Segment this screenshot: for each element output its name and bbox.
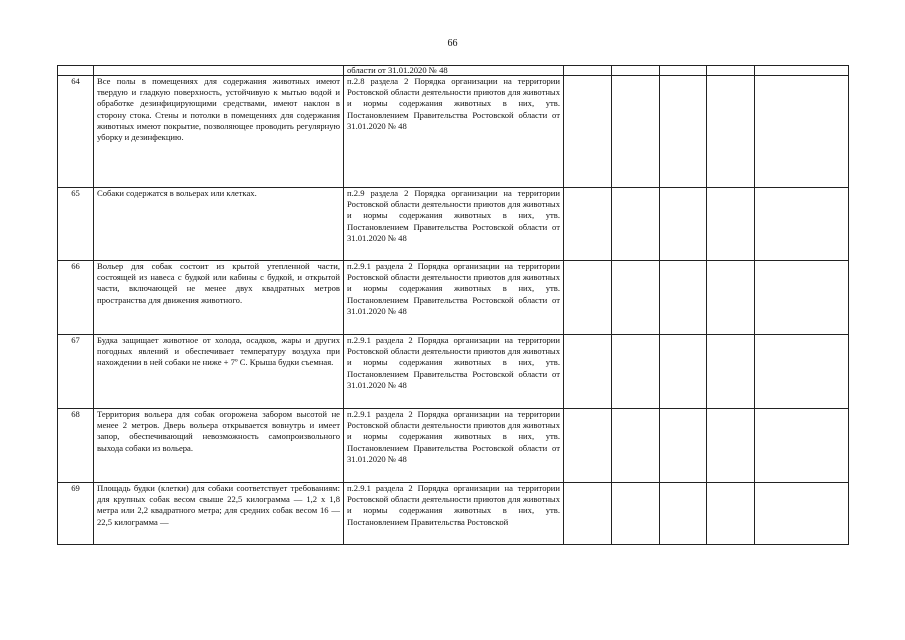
cell-note	[755, 76, 849, 188]
cell-requirement: Территория вольера для собак огорожена забором высотой не менее 2 метров. Дверь вольера открывается вовнутрь и имеет запор, обеспечивающий невозможность самопроизвольного выхода собаки из вольера.	[94, 409, 344, 483]
cell-answer-no	[612, 76, 660, 188]
cell-reference: п.2.9 раздела 2 Порядка организации на территории Ростовской области деятельности приютов для животных и нормы содержания животных в них, утв. Постановлением Правительства Ростовской области от 31.01.2020 № 48	[344, 188, 564, 261]
cell-note	[755, 335, 849, 409]
checklist-table	[57, 65, 849, 545]
cell-requirement: Вольер для собак состоит из крытой утепленной части, состоящей из навеса с будкой или кабины с будкой, и открытой части, включающей не менее двух квадратных метров пространства для движения животного.	[94, 261, 344, 335]
cell-note	[755, 188, 849, 261]
cell-num: 67	[58, 335, 94, 409]
cell-num: 69	[58, 483, 94, 545]
cell-num: 66	[58, 261, 94, 335]
cell-answer-yes	[564, 66, 612, 76]
cell-reference: области от 31.01.2020 № 48	[344, 66, 564, 76]
cell-answer-no	[612, 335, 660, 409]
table-row	[58, 76, 849, 188]
cell-answer-other	[707, 483, 755, 545]
cell-answer-other	[707, 335, 755, 409]
table-row	[58, 409, 849, 483]
cell-answer-no	[612, 66, 660, 76]
cell-note	[755, 261, 849, 335]
cell-num: 68	[58, 409, 94, 483]
cell-note	[755, 483, 849, 545]
cell-answer-other	[707, 261, 755, 335]
cell-reference: п.2.8 раздела 2 Порядка организации на территории Ростовской области деятельности приютов для животных и нормы содержания животных в них, утв. Постановлением Правительства Ростовской области от 31.01.2020 № 48	[344, 76, 564, 188]
table-row	[58, 335, 849, 409]
cell-answer-other	[707, 76, 755, 188]
cell-answer-yes	[564, 483, 612, 545]
cell-answer-other	[707, 409, 755, 483]
cell-requirement	[94, 66, 344, 76]
cell-answer-na	[660, 76, 707, 188]
cell-answer-na	[660, 335, 707, 409]
cell-reference: п.2.9.1 раздела 2 Порядка организации на территории Ростовской области деятельности приютов для животных и нормы содержания животных в них, утв. Постановлением Правительства Ростовской	[344, 483, 564, 545]
cell-answer-na	[660, 409, 707, 483]
page-number: 66	[447, 38, 458, 49]
cell-answer-yes	[564, 261, 612, 335]
cell-num: 65	[58, 188, 94, 261]
cell-note	[755, 66, 849, 76]
cell-answer-no	[612, 483, 660, 545]
cell-answer-yes	[564, 335, 612, 409]
cell-num: 64	[58, 76, 94, 188]
cell-answer-no	[612, 188, 660, 261]
table-row	[58, 188, 849, 261]
cell-answer-no	[612, 261, 660, 335]
cell-requirement: Собаки содержатся в вольерах или клетках.	[94, 188, 344, 261]
cell-answer-yes	[564, 76, 612, 188]
cell-requirement: Все полы в помещениях для содержания животных имеют твердую и гладкую поверхность, устойчивую к мытью водой и обработке дезинфицирующими средствами, имеют наклон в сторону стока. Стены и потолки в помещениях для содержания животных имеют покрытие, позволяющее проводить регулярную уборку и дезинфекцию.	[94, 76, 344, 188]
cell-answer-na	[660, 66, 707, 76]
continuation-row	[58, 66, 849, 76]
cell-answer-na	[660, 188, 707, 261]
cell-requirement: Будка защищает животное от холода, осадков, жары и других погодных явлений и обеспечивает температуру воздуха при нахождении в ней собаки не ниже + 7º С. Крыша будки съемная.	[94, 335, 344, 409]
table-row	[58, 483, 849, 545]
cell-requirement: Площадь будки (клетки) для собаки соответствует требованиям: для крупных собак весом свыше 22,5 килограмма — 1,2 х 1,8 метра или 2,2 квадратного метра; для средних собак весом 16 — 22,5 килограмма —	[94, 483, 344, 545]
table-row	[58, 261, 849, 335]
cell-answer-yes	[564, 188, 612, 261]
cell-answer-no	[612, 409, 660, 483]
cell-reference: п.2.9.1 раздела 2 Порядка организации на территории Ростовской области деятельности приютов для животных и нормы содержания животных в них, утв. Постановлением Правительства Ростовской области от 31.01.2020 № 48	[344, 261, 564, 335]
cell-answer-yes	[564, 409, 612, 483]
cell-answer-na	[660, 261, 707, 335]
cell-answer-na	[660, 483, 707, 545]
cell-answer-other	[707, 188, 755, 261]
cell-reference: п.2.9.1 раздела 2 Порядка организации на территории Ростовской области деятельности приютов для животных и нормы содержания животных в них, утв. Постановлением Правительства Ростовской области от 31.01.2020 № 48	[344, 335, 564, 409]
cell-num	[58, 66, 94, 76]
cell-answer-other	[707, 66, 755, 76]
cell-note	[755, 409, 849, 483]
cell-reference: п.2.9.1 раздела 2 Порядка организации на территории Ростовской области деятельности приютов для животных и нормы содержания животных в них, утв. Постановлением Правительства Ростовской области от 31.01.2020 № 48	[344, 409, 564, 483]
